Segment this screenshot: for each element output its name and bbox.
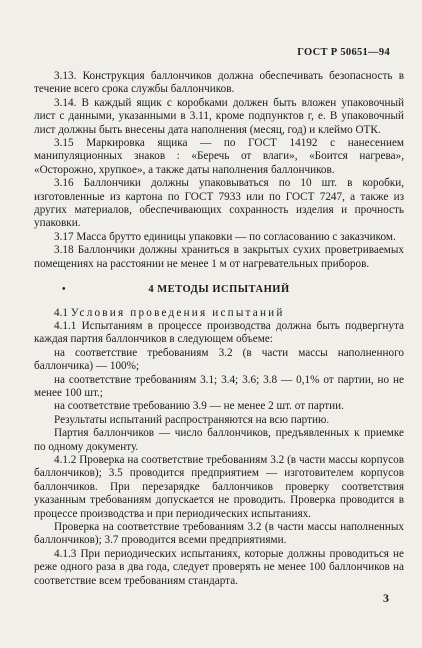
paragraph-4-1-1: 4.1.1 Испытаниям в процессе производства должна быть подвергнута каждая партия баллончиков в следующем объеме: <box>34 319 404 346</box>
document-body <box>34 70 404 588</box>
paragraph-3-13: 3.13. Конструкция баллончиков должна обеспечивать безопасность в течение всего срока службы баллончиков. <box>34 70 404 96</box>
paragraph-3-16: 3.16 Баллончики должны упаковываться по 10 шт. в коробки, изготовленные из картона по ГОСТ 7933 или по ГОСТ 7247, а также из других материалов, обеспечивающих сохранность изделия и прочность упаковки. <box>34 177 404 230</box>
page-header: ГОСТ Р 50651—94 <box>297 47 390 58</box>
section-heading <box>34 283 404 296</box>
batch-definition: Партия баллончиков — число баллончиков, предъявленных к приемке по одному документу. <box>34 427 404 453</box>
bullet-mark: • <box>62 284 67 296</box>
list-item-3-9: на соответствие требованию 3.9 — не менее 2 шт. от партии. <box>54 400 344 413</box>
list-item-sampling: на соответствие требованиям 3.1; 3.4; 3.6; 3.8 — 0,1% от партии, но не менее 100 шт.; <box>34 373 404 399</box>
subsection-title: Условия проведения испытаний <box>70 306 285 319</box>
paragraph-4-1-3: 4.1.3 При периодических испытаниях, которые должны проводиться не реже одного раза в два года, следует проверять не менее 100 баллончиков на соответствие всем требованиям стандарта. <box>34 547 404 587</box>
paragraph-4-1-2: 4.1.2 Проверка на соответствие требованиям 3.2 (в части массы корпусов баллончиков); 3.5 проводится предприятием — изготовителем корпусов баллончиков. При перезарядке баллончиков проверку соответствия указанным требованиям допускается не проводить. Проверка проводится в процессе производства и при периодических испытаниях. <box>34 453 404 520</box>
subsection-number: 4.1 <box>54 306 68 319</box>
check-paragraph: Проверка на соответствие требованиям 3.2 (в части массы наполненных баллончиков); 3.7 проводится всеми предприятиями. <box>34 521 404 547</box>
subsection-4-1 <box>34 307 404 320</box>
paragraph-3-14: 3.14. В каждый ящик с коробками должен быть вложен упаковочный лист с данными, указанными в 3.11, кроме подпунктов г, е. В упаковочный лист должны быть внесены дата наполнения (месяц, год) и клеймо ОТК. <box>34 96 404 136</box>
page-number: 3 <box>383 591 389 605</box>
results-paragraph: Результаты испытаний распространяются на всю партию. <box>54 413 330 426</box>
list-item-mass: на соответствие требованиям 3.2 (в части массы наполненного баллончика) — 100%; <box>34 346 404 373</box>
paragraph-3-17: 3.17 Масса брутто единицы упаковки — по согласованию с заказчиком. <box>54 230 396 243</box>
paragraph-3-18: 3.18 Баллончики должны храниться в закрытых сухих проветриваемых помещениях на расстоянии не менее 1 м от нагревательных приборов. <box>34 244 404 270</box>
paragraph-3-15: 3.15 Маркировка ящика — по ГОСТ 14192 с нанесением манипуляционных знаков : «Беречь от влаги», «Боится нагрева», «Осторожно, хрупкое», а также даты наполнения баллончиков. <box>34 137 404 176</box>
section-title: 4 МЕТОДЫ ИСПЫТАНИЙ <box>148 284 290 296</box>
